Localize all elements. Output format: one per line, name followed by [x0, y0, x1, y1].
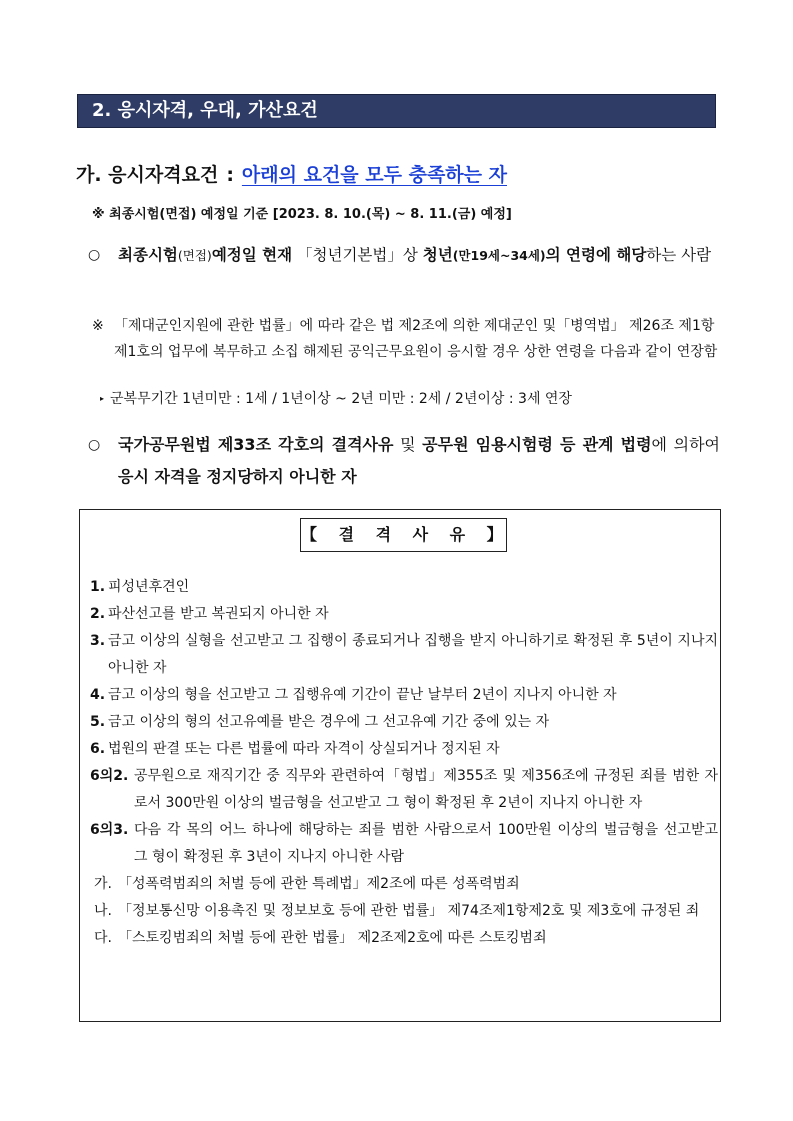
requirement-disqualification-text	[88, 429, 720, 493]
bullet-mark: ○	[88, 437, 101, 453]
disqualification-title: 【 결 격 사 유 】	[300, 518, 507, 552]
item-number: 3.	[90, 633, 106, 649]
item-number: 나.	[94, 903, 112, 919]
list-item	[90, 763, 718, 817]
item-text: 금고 이상의 실형을 선고받고 그 집행이 종료되거나 집행을 받지 아니하기로 확정된 후 5년이 지나지 아니한 자	[108, 633, 718, 676]
item-text: 금고 이상의 형을 선고받고 그 집행유예 기간이 끝난 날부터 2년이 지나지 아니한 자	[108, 687, 617, 703]
list-item	[90, 628, 718, 682]
military-service-note-text: 「제대군인지원에 관한 법률」에 따라 같은 법 제2조에 의한 제대군인 및「병역법」 제26조 제1항 제1호의 업무에 복무하고 소집 해제된 공익근무요원이 응시할 경우 상한 연령을 다음과 같이 연장함	[114, 318, 718, 360]
list-item	[90, 736, 718, 763]
req-part: 최종시험	[118, 246, 178, 264]
subheading-label: 가. 응시자격요건	[76, 164, 219, 186]
bullet-mark: ○	[88, 247, 101, 263]
item-text: 법원의 판결 또는 다른 법률에 따라 자격이 상실되거나 정지된 자	[108, 741, 500, 757]
subheading-highlight: 아래의 요건을 모두 충족하는 자	[241, 164, 507, 186]
disqualification-list	[90, 574, 718, 952]
item-number: 6의3.	[90, 822, 129, 838]
triangle-bullet-icon: ▸	[100, 394, 105, 403]
req-part: 하는 사람	[646, 246, 712, 264]
age-extension-item	[100, 388, 572, 408]
item-text: 파산선고를 받고 복권되지 아니한 자	[108, 606, 329, 622]
age-extension-text: 군복무기간 1년미만 : 1세 / 1년이상 ~ 2년 미만 : 2세 / 2년이상 : 3세 연장	[110, 391, 572, 407]
item-number: 6.	[90, 741, 106, 757]
req-part: (면접)	[177, 248, 212, 263]
item-text: 피성년후견인	[108, 579, 190, 595]
item-text: 「성폭력범죄의 처벌 등에 관한 특례법」제2조에 따른 성폭력범죄	[118, 876, 520, 892]
exam-date-note: ※ 최종시험(면접) 예정일 기준 [2023. 8. 10.(목) ~ 8. 11.(금) 예정]	[92, 207, 512, 222]
item-number: 1.	[90, 579, 106, 595]
req-part: 청년	[422, 246, 453, 264]
req-part: (만19세~34세)	[452, 248, 546, 263]
item-number: 2.	[90, 606, 106, 622]
note-mark: ※	[92, 318, 104, 334]
item-number: 다.	[94, 930, 112, 946]
req-part: 의 연령에 해당	[545, 246, 647, 264]
req-part: 국가공무원법 제33조 각호의 결격사유	[118, 435, 394, 454]
req-part: 에 의하여	[651, 435, 720, 454]
item-text: 공무원으로 재직기간 중 직무와 관련하여「형법」제355조 및 제356조에 규정된 죄를 범한 자로서 300만원 이상의 벌금형을 선고받고 그 형이 확정된 후 2년이 지나지 아니한 자	[134, 768, 718, 811]
list-item	[90, 898, 718, 925]
list-item	[90, 601, 718, 628]
item-text: 「정보통신망 이용촉진 및 정보보호 등에 관한 법률」 제74조제1항제2호 및 제3호에 규정된 죄	[118, 903, 700, 919]
req-part: 응시 자격을 정지당하지 아니한 자	[118, 467, 357, 486]
list-item	[90, 925, 718, 952]
list-item	[90, 871, 718, 898]
subheading-colon: :	[226, 164, 234, 186]
subheading	[76, 160, 507, 187]
list-item	[90, 574, 718, 601]
requirement-age	[88, 241, 720, 270]
requirement-disqualification	[88, 429, 720, 493]
section-title: 2. 응시자격, 우대, 가산요건	[92, 100, 318, 121]
req-part: 예정일 현재	[211, 246, 293, 264]
list-item	[90, 709, 718, 736]
item-number: 6의2.	[90, 768, 129, 784]
item-number: 5.	[90, 714, 106, 730]
item-text: 「스토킹범죄의 처벌 등에 관한 법률」 제2조제2호에 따른 스토킹범죄	[118, 930, 547, 946]
req-part: 「청년기본법」상	[292, 246, 423, 264]
military-service-note	[92, 313, 720, 365]
section-header	[77, 94, 716, 128]
item-number: 가.	[94, 876, 112, 892]
item-text: 금고 이상의 형의 선고유예를 받은 경우에 그 선고유예 기간 중에 있는 자	[108, 714, 550, 730]
list-item	[90, 682, 718, 709]
req-part: 및	[393, 435, 423, 454]
list-item	[90, 817, 718, 871]
item-number: 4.	[90, 687, 106, 703]
requirement-age-text	[88, 241, 720, 270]
req-part: 공무원 임용시험령 등 관계 법령	[422, 435, 652, 454]
item-text: 다음 각 목의 어느 하나에 해당하는 죄를 범한 사람으로서 100만원 이상의 벌금형을 선고받고 그 형이 확정된 후 3년이 지나지 아니한 사람	[134, 822, 718, 865]
disqualification-box	[79, 509, 721, 1022]
